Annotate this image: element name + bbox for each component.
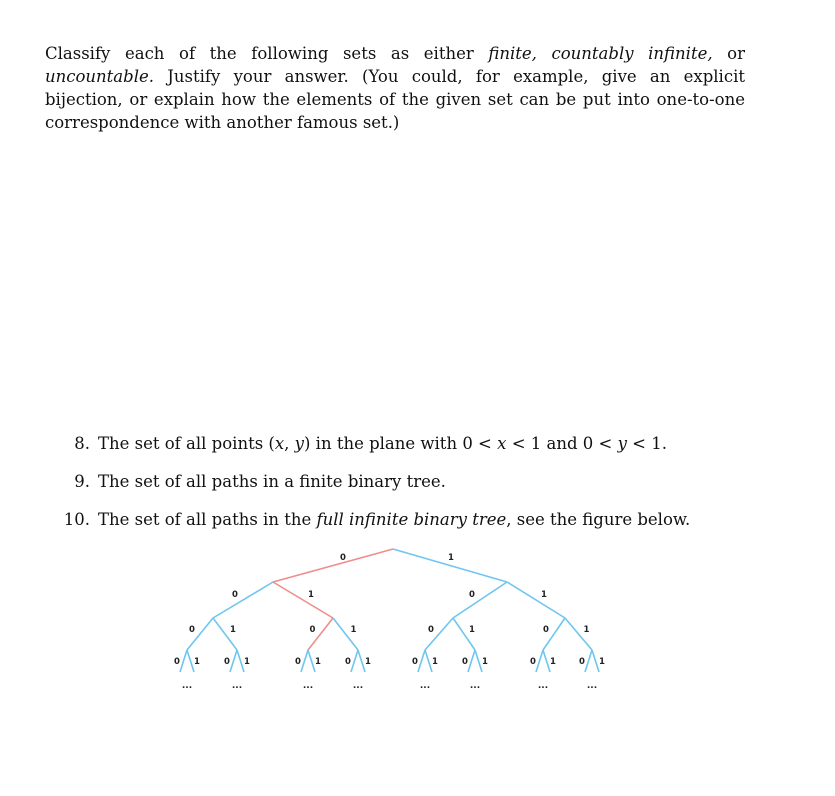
tree-edge-l3-11 xyxy=(475,650,482,672)
tree-edge-l1-2 xyxy=(453,582,507,618)
continuation-dots: ... xyxy=(352,681,364,691)
edge-label-l4-12: 0 xyxy=(530,657,536,667)
list-item-8: 8. The set of all points (x, y) in the plane with 0 < x < 1 and 0 < y < 1. xyxy=(52,434,667,453)
edge-label-1: 1 xyxy=(448,553,454,563)
list-item-9: 9. The set of all paths in a finite binary tree. xyxy=(52,472,446,491)
tree-edge-l1-1 xyxy=(273,582,333,618)
tree-edge-l1-0 xyxy=(213,582,273,618)
edge-label-l4-15: 1 xyxy=(599,657,605,667)
tree-edge-l3-9 xyxy=(425,650,432,672)
edge-label-l3-2: 0 xyxy=(309,625,316,635)
tree-edge-l3-4 xyxy=(301,650,308,672)
edge-label-l2-1: 1 xyxy=(308,590,314,600)
edge-label-l3-5: 1 xyxy=(469,625,475,635)
term-countably-infinite: countably infinite, xyxy=(551,44,713,63)
term-full-infinite-binary-tree: full infinite binary tree xyxy=(316,510,507,529)
edge-label-l4-0: 0 xyxy=(174,657,180,667)
edge-label-l4-9: 1 xyxy=(432,657,438,667)
item-number: 8. xyxy=(74,434,90,453)
edge-label-l3-0: 0 xyxy=(189,625,195,635)
tree-edge-l3-5 xyxy=(308,650,315,672)
edge-label-l3-3: 1 xyxy=(350,625,357,635)
binary-tree-figure xyxy=(165,540,615,710)
edge-label-l2-3: 1 xyxy=(541,590,547,600)
item-number: 10. xyxy=(63,510,90,529)
edge-label-l3-6: 0 xyxy=(543,625,549,635)
tree-edge-l3-15 xyxy=(592,650,599,672)
edge-label-l2-0: 0 xyxy=(232,590,238,600)
edge-label-0: 0 xyxy=(340,553,346,563)
edge-label-l3-1: 1 xyxy=(230,625,236,635)
tree-edge-l3-12 xyxy=(536,650,543,672)
edge-label-l4-14: 0 xyxy=(579,657,585,667)
problem-intro: Classify each of the following sets as either finite, countably infinite, or uncountable. Justify your answer. (You could, for example, give an explicit bijection, or explain how the elements of the given set can be put into one-to-one correspondence with another famous set.) xyxy=(45,44,746,132)
edge-label-l4-5: 1 xyxy=(315,657,321,667)
edge-label-l4-8: 0 xyxy=(412,657,418,667)
continuation-dots: ... xyxy=(419,681,431,691)
tree-edge-l3-3 xyxy=(237,650,244,672)
tree-edge-l1-3 xyxy=(507,582,565,618)
tree-edge-l3-0 xyxy=(180,650,187,672)
tree-edge-l3-14 xyxy=(585,650,592,672)
item-number: 9. xyxy=(74,472,90,491)
edge-label-l3-4: 0 xyxy=(428,625,434,635)
continuation-dots: ... xyxy=(469,681,481,691)
edge-label-l2-2: 0 xyxy=(469,590,475,600)
edge-label-l3-7: 1 xyxy=(583,625,590,635)
continuation-dots: ... xyxy=(302,681,314,691)
list-item-10: 10. The set of all paths in the full infinite binary tree, see the figure below. xyxy=(52,510,690,529)
tree-edge-l3-8 xyxy=(418,650,425,672)
intro-text: Classify each of the following sets as either xyxy=(45,44,489,63)
term-finite: finite, xyxy=(488,44,537,63)
edge-label-l4-3: 1 xyxy=(244,657,250,667)
edge-label-l4-7: 1 xyxy=(365,657,371,667)
tree-edge-l3-6 xyxy=(351,650,358,672)
tree-edge-root-0 xyxy=(273,549,393,582)
continuation-dots: ... xyxy=(231,681,243,691)
edge-label-l4-2: 0 xyxy=(224,657,230,667)
edge-label-l4-11: 1 xyxy=(482,657,488,667)
edge-label-l4-6: 0 xyxy=(345,657,351,667)
continuation-dots: ... xyxy=(537,681,549,691)
tree-edge-l3-2 xyxy=(230,650,237,672)
intro-text-continued: Justify your answer. (You could, for example, give an explicit bijection, or explain how the elements of the given set can be put into one-to-one correspondence with another famous set.) xyxy=(45,67,745,132)
term-uncountable: uncountable. xyxy=(45,67,154,86)
tree-edge-l3-1 xyxy=(187,650,194,672)
continuation-dots: ... xyxy=(181,681,193,691)
tree-edge-l3-13 xyxy=(543,650,550,672)
edge-label-l4-10: 0 xyxy=(462,657,468,667)
tree-edge-l3-10 xyxy=(468,650,475,672)
tree-edge-l3-7 xyxy=(358,650,365,672)
edge-label-l4-13: 1 xyxy=(550,657,556,667)
edge-label-l4-1: 1 xyxy=(194,657,200,667)
edge-label-l4-4: 0 xyxy=(295,657,301,667)
continuation-dots: ... xyxy=(586,681,598,691)
